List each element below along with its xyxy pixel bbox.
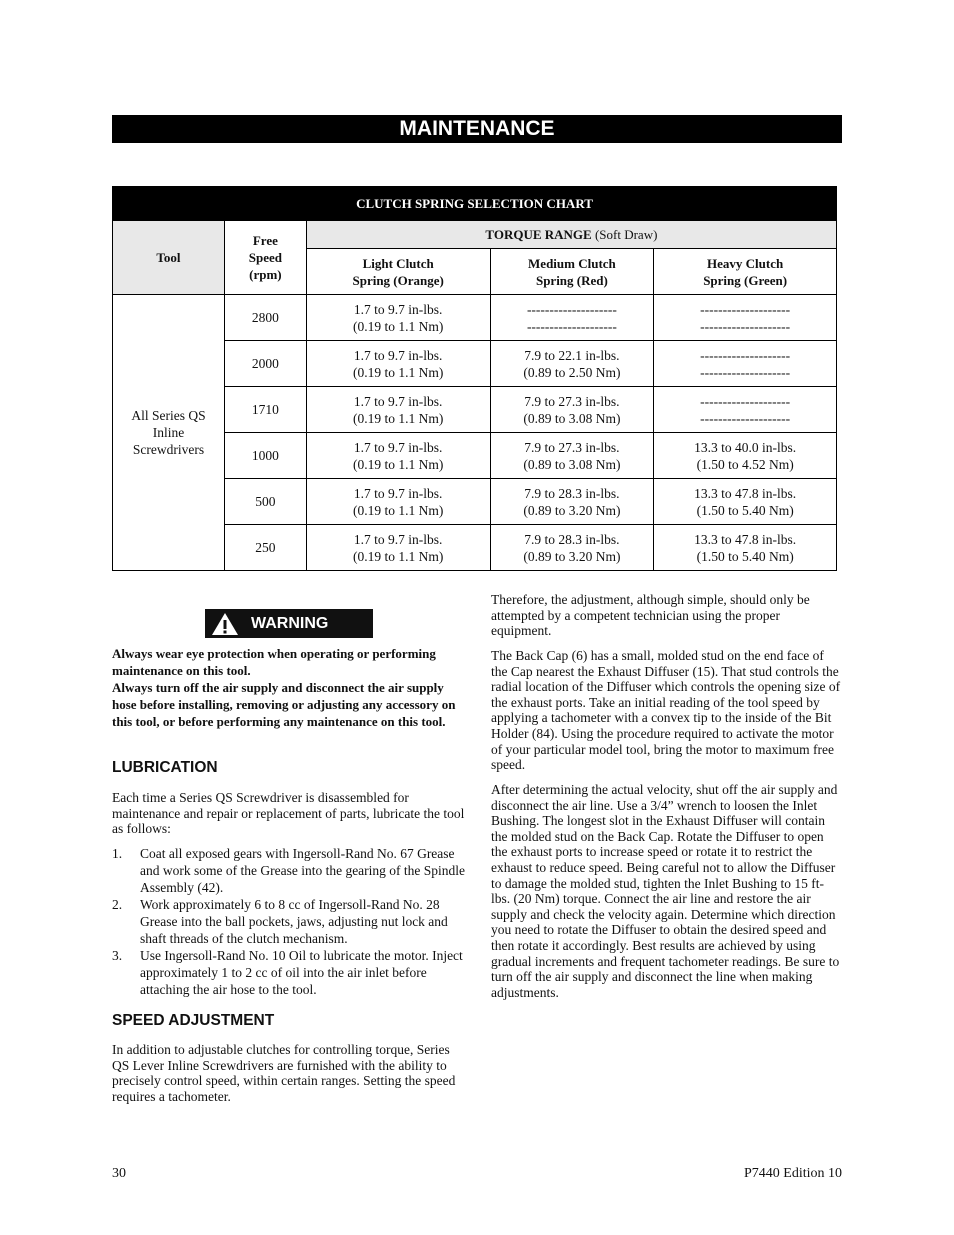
light-torque-cell: 1.7 to 9.7 in-lbs. (0.19 to 1.1 Nm) — [306, 387, 490, 433]
warning-text — [112, 645, 462, 730]
heavy-torque-cell: 13.3 to 47.8 in-lbs. (1.50 to 5.40 Nm) — [654, 479, 837, 525]
speed-adjustment-para-2: Therefore, the adjustment, although simple, should only be attempted by a competent technician using the proper equipment. — [491, 592, 810, 639]
lubrication-heading: LUBRICATION — [112, 759, 218, 776]
tool-column-header: Tool — [113, 221, 225, 295]
speed-cell: 500 — [224, 479, 306, 525]
speed-column-header: Free Speed (rpm) — [224, 221, 306, 295]
warning-eye-protection: Always wear eye protection when operating or performing maintenance on this tool. — [112, 646, 436, 678]
light-clutch-header: Light Clutch Spring (Orange) — [306, 249, 490, 295]
light-torque-cell: 1.7 to 9.7 in-lbs. (0.19 to 1.1 Nm) — [306, 341, 490, 387]
warning-label-text: WARNING — [251, 614, 329, 632]
lubrication-intro: Each time a Series QS Screwdriver is disassembled for maintenance and repair or replacement of parts, lubricate the tool as follows: — [112, 790, 465, 837]
speed-cell: 250 — [224, 525, 306, 571]
warning-label — [205, 609, 373, 638]
heavy-clutch-header: Heavy Clutch Spring (Green) — [654, 249, 837, 295]
warning-triangle-icon — [211, 612, 239, 636]
speed-adjustment-para-3: The Back Cap (6) has a small, molded stud on the end face of the Cap nearest the Exhaust Diffuser (15). That stud controls the radial location of the Diffuser which controls the opening size of the exhaust ports. Take an initial reading of the tool speed by applying a tachometer with a convex tip to the inside of the Bit Holder (84). Using the procedure required to activate the motor of your particular model tool, bring the motor to maximum free speed. — [491, 648, 841, 773]
speed-cell: 1000 — [224, 433, 306, 479]
medium-torque-cell: -------------------- -------------------- — [490, 295, 654, 341]
edition-label: P7440 Edition 10 — [743, 1166, 842, 1181]
warning-air-supply: Always turn off the air supply and disconnect the air supply hose before installing, removing or adjusting any accessory on this tool, or before performing any maintenance on this tool. — [112, 680, 456, 729]
chart-title: CLUTCH SPRING SELECTION CHART — [113, 187, 837, 221]
list-item: 2. Work approximately 6 to 8 cc of Ingersoll-Rand No. 28 Grease into the ball pockets, jaws, adjusting nut lock and shaft threads of the clutch mechanism. — [112, 897, 448, 946]
clutch-spring-chart — [112, 186, 837, 571]
light-torque-cell: 1.7 to 9.7 in-lbs. (0.19 to 1.1 Nm) — [306, 525, 490, 571]
light-torque-cell: 1.7 to 9.7 in-lbs. (0.19 to 1.1 Nm) — [306, 433, 490, 479]
page-number: 30 — [112, 1166, 126, 1181]
speed-adjustment-para-1: In addition to adjustable clutches for controlling torque, Series QS Lever Inline Screwdrivers are furnished with the ability to precisely control speed, within certain ranges. Setting the speed requires a tachometer. — [112, 1042, 456, 1104]
medium-torque-cell: 7.9 to 27.3 in-lbs. (0.89 to 3.08 Nm) — [490, 433, 654, 479]
speed-cell: 2800 — [224, 295, 306, 341]
speed-cell: 2000 — [224, 341, 306, 387]
speed-adjustment-heading: SPEED ADJUSTMENT — [112, 1012, 275, 1029]
list-item: 3. Use Ingersoll-Rand No. 10 Oil to lubricate the motor. Inject approximately 1 to 2 cc of oil into the air inlet before attaching the air hose to the tool. — [112, 948, 463, 997]
torque-range-header: TORQUE RANGE (Soft Draw) — [306, 221, 836, 249]
speed-adjustment-para-4: After determining the actual velocity, shut off the air supply and disconnect the air line. Use a 3/4” wrench to loosen the Inlet Bushing. The longest slot in the Exhaust Diffuser will contain the molded stud on the Back Cap. Rotate the Diffuser to open the exhaust ports to increase speed or rotate it to restrict the exhaust to reduce speed. Being careful not to allow the Diffuser to damage the molded stud, tighten the Inlet Bushing to 15 ft-lbs. (20 Nm) torque. Connect the air line and restore the air supply and check the velocity again. Determine which direction you need to rotate the Diffuser to obtain the desired speed and then rotate it accordingly. Best results are achieved by using gradual increments and frequent tachometer readings. Be sure to turn off the air supply and disconnect the line when making adjustments. — [491, 782, 840, 1000]
medium-torque-cell: 7.9 to 27.3 in-lbs. (0.89 to 3.08 Nm) — [490, 387, 654, 433]
speed-cell: 1710 — [224, 387, 306, 433]
light-torque-cell: 1.7 to 9.7 in-lbs. (0.19 to 1.1 Nm) — [306, 295, 490, 341]
tool-name-cell: All Series QS Inline Screwdrivers — [113, 295, 225, 571]
heavy-torque-cell: -------------------- -------------------- — [654, 387, 837, 433]
list-item: 1. Coat all exposed gears with Ingersoll-Rand No. 67 Grease and work some of the Grease into the gearing of the Spindle Assembly (42). — [112, 846, 466, 895]
lubrication-steps — [112, 845, 467, 998]
medium-torque-cell: 7.9 to 28.3 in-lbs. (0.89 to 3.20 Nm) — [490, 479, 654, 525]
medium-clutch-header: Medium Clutch Spring (Red) — [490, 249, 654, 295]
heavy-torque-cell: -------------------- -------------------- — [654, 295, 837, 341]
table-row — [113, 295, 837, 341]
light-torque-cell: 1.7 to 9.7 in-lbs. (0.19 to 1.1 Nm) — [306, 479, 490, 525]
heavy-torque-cell: 13.3 to 47.8 in-lbs. (1.50 to 5.40 Nm) — [654, 525, 837, 571]
medium-torque-cell: 7.9 to 22.1 in-lbs. (0.89 to 2.50 Nm) — [490, 341, 654, 387]
section-title-banner: MAINTENANCE — [112, 115, 842, 143]
heavy-torque-cell: 13.3 to 40.0 in-lbs. (1.50 to 4.52 Nm) — [654, 433, 837, 479]
heavy-torque-cell: -------------------- -------------------- — [654, 341, 837, 387]
medium-torque-cell: 7.9 to 28.3 in-lbs. (0.89 to 3.20 Nm) — [490, 525, 654, 571]
